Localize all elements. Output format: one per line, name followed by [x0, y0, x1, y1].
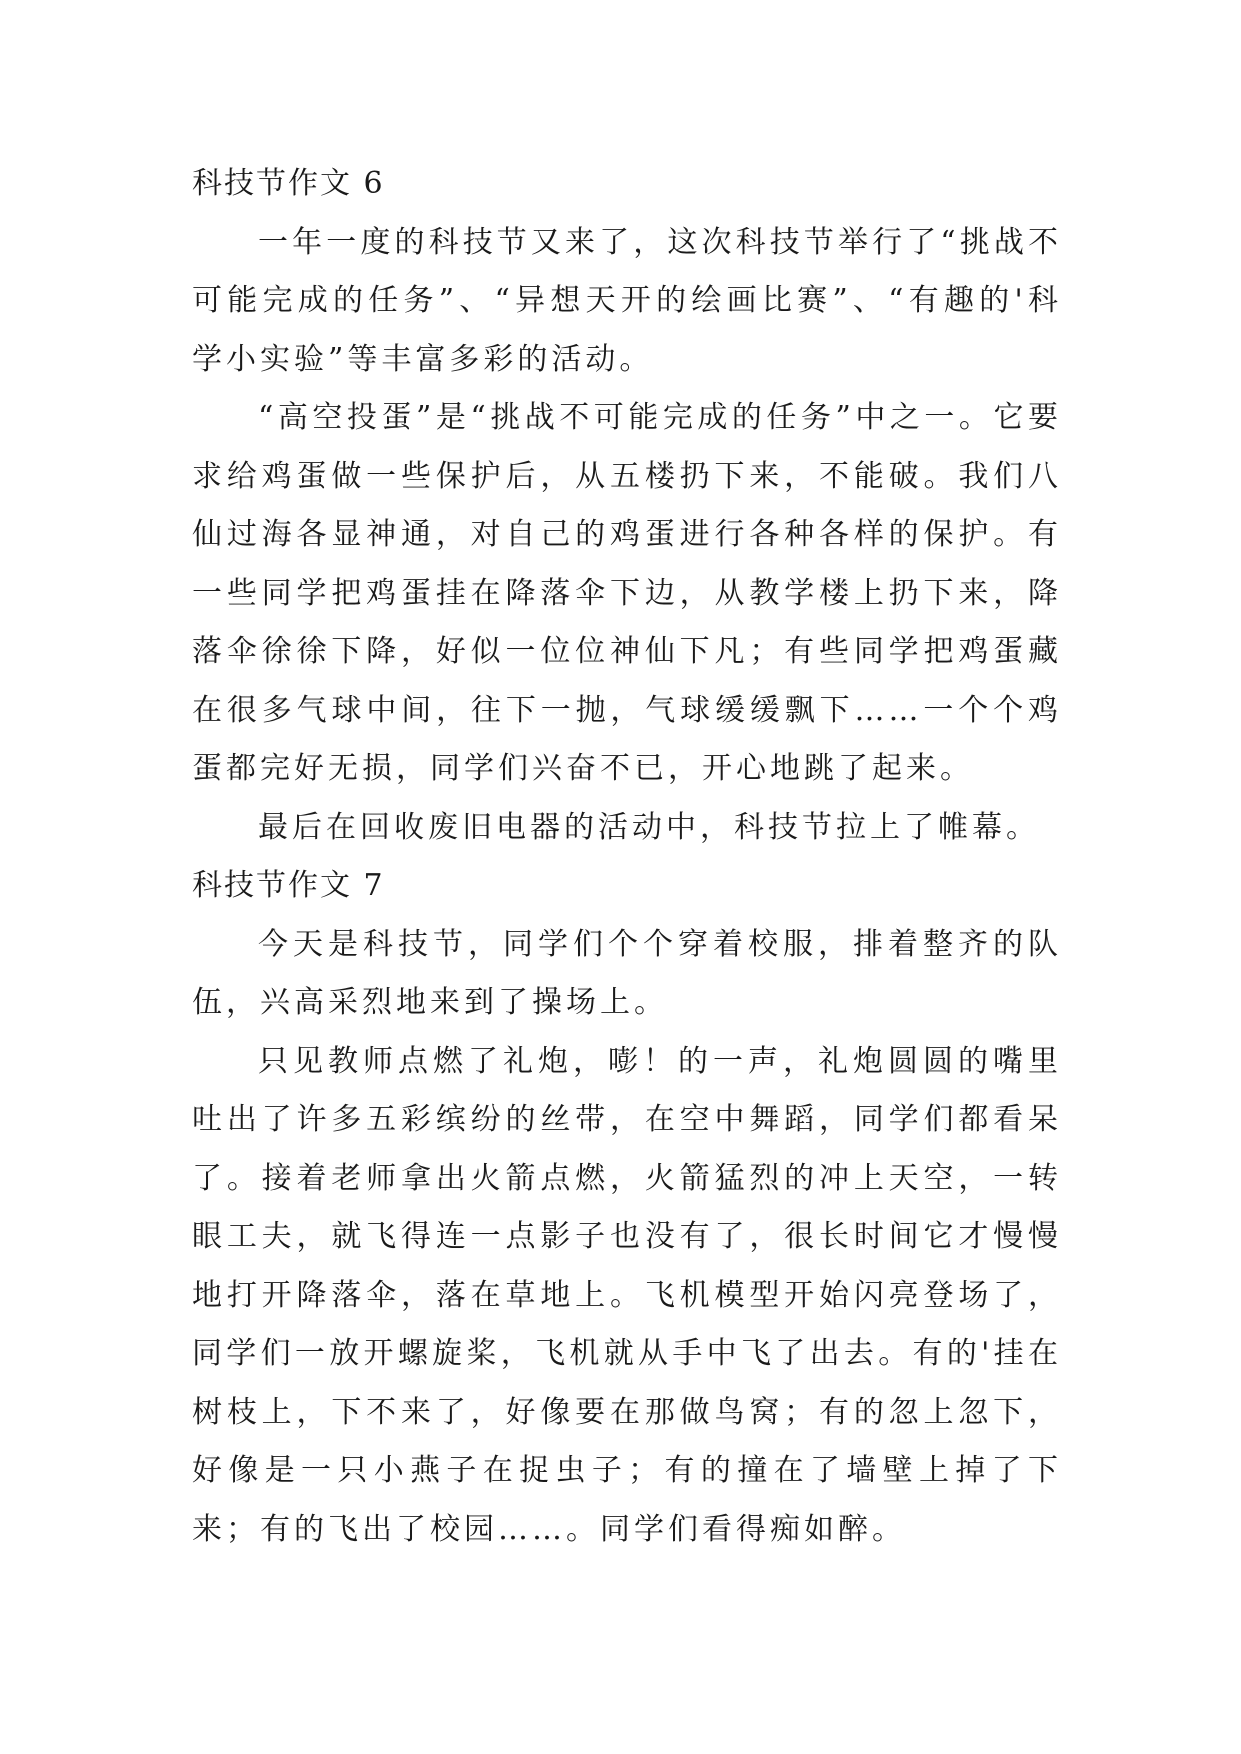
document-body — [192, 155, 1062, 1559]
body-paragraph: “高空投蛋”是“挑战不可能完成的任务”中之一。它要求给鸡蛋做一些保护后，从五楼扔下来，不能破。我们八仙过海各显神通，对自己的鸡蛋进行各种各样的保护。有一些同学把鸡蛋挂在降落伞下边，从教学楼上扔下来，降落伞徐徐下降，好似一位位神仙下凡；有些同学把鸡蛋藏在很多气球中间，往下一抛，气球缓缓飘下……一个个鸡蛋都完好无损，同学们兴奋不已，开心地跳了起来。 — [192, 400, 1062, 786]
body-paragraph: 只见教师点燃了礼炮，嘭！的一声，礼炮圆圆的嘴里吐出了许多五彩缤纷的丝带，在空中舞蹈，同学们都看呆了。接着老师拿出火箭点燃，火箭猛烈的冲上天空，一转眼工夫，就飞得连一点影子也没有了，很长时间它才慢慢地打开降落伞，落在草地上。飞机模型开始闪亮登场了，同学们一放开螺旋桨，飞机就从手中飞了出去。有的'挂在树枝上，下不来了，好像要在那做鸟窝；有的忽上忽下，好像是一只小燕子在捉虫子；有的撞在了墙壁上掉了下来；有的飞出了校园……。同学们看得痴如醉。 — [192, 1043, 1062, 1547]
body-paragraph: 最后在回收废旧电器的活动中，科技节拉上了帷幕。 — [258, 809, 1040, 845]
body-paragraph: 今天是科技节，同学们个个穿着校服，排着整齐的队伍，兴高采烈地来到了操场上。 — [192, 926, 1062, 1020]
section-title: 科技节作文 7 — [192, 868, 385, 903]
body-paragraph: 一年一度的科技节又来了，这次科技节举行了“挑战不可能完成的任务”、“异想天开的绘画比赛”、“有趣的'科学小实验”等丰富多彩的活动。 — [192, 224, 1062, 377]
section-title: 科技节作文 6 — [192, 166, 385, 201]
